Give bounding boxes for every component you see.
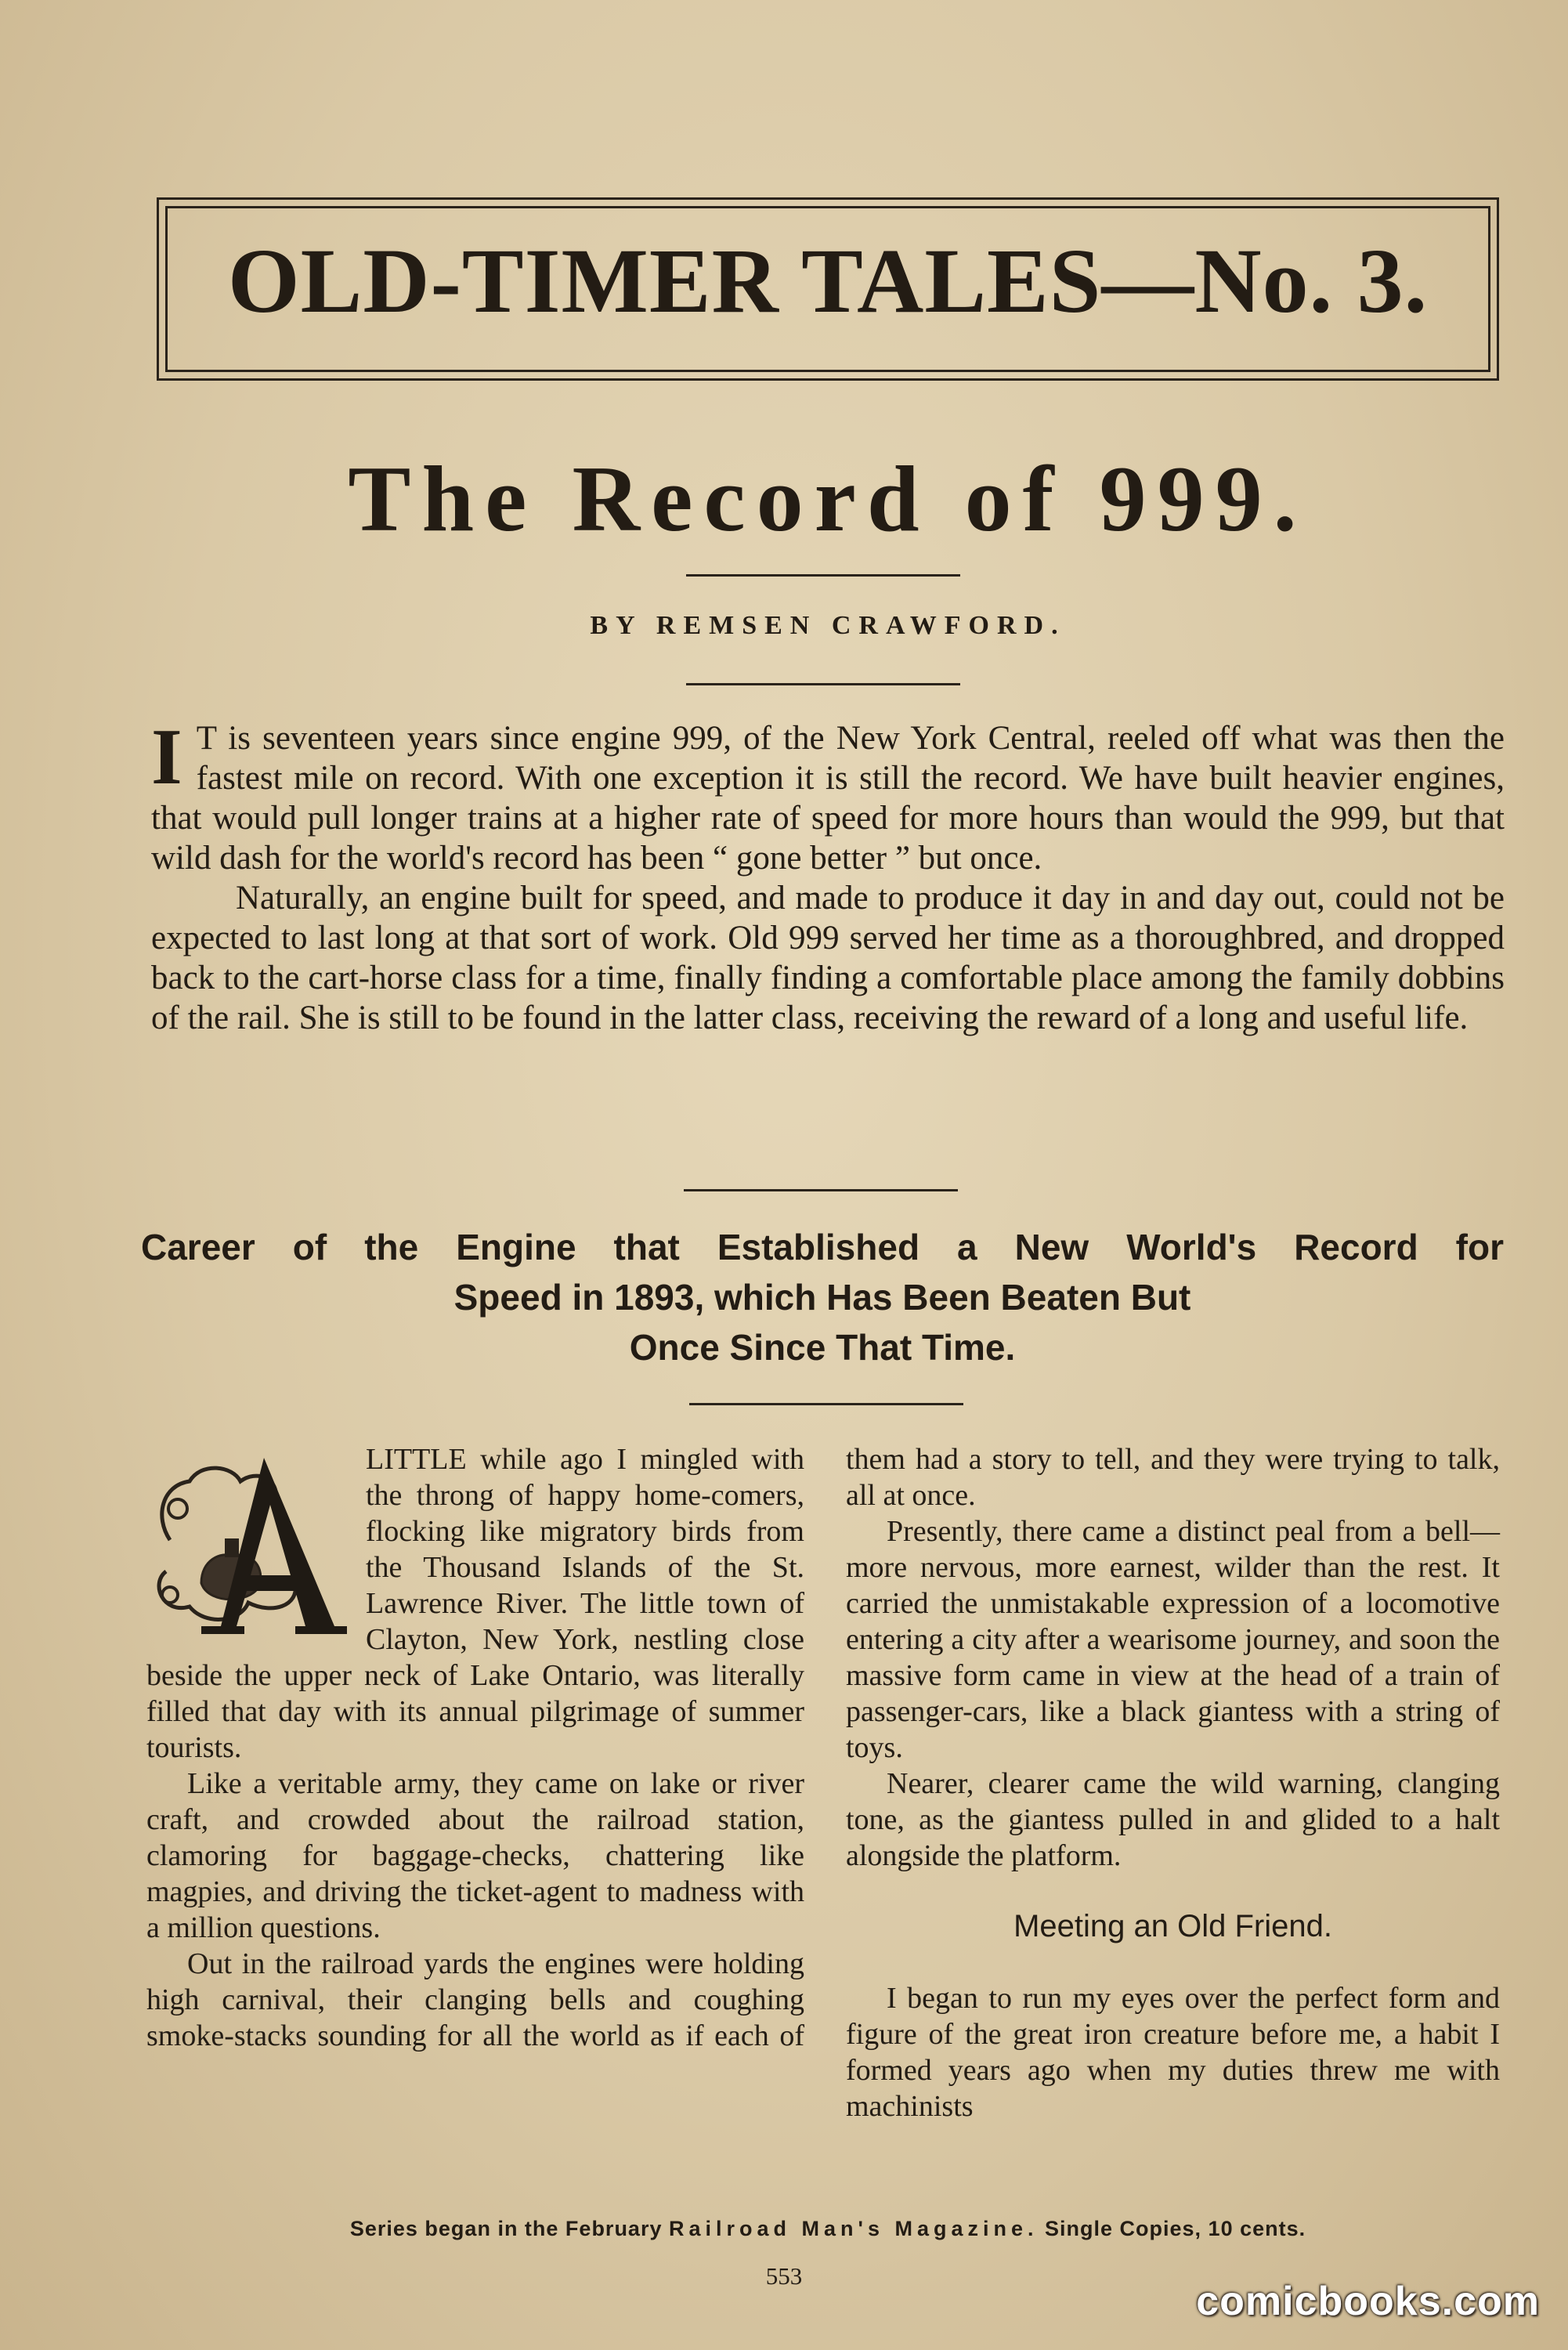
ornamental-a-icon [146, 1446, 349, 1636]
article-title: The Record of 999. [348, 446, 1308, 551]
intro-paragraph-2: Naturally, an engine built for speed, and made to produce it day in and day out, could not be expected to last long at that sort of work. Old 999 served her time as a thoroughbred, and dropped back to the cart-horse class for a time, finally finding a comfortable place among the family dobbins of the rail. She is still to be found in the latter class, receiving the reward of a long and useful life. [151, 880, 1505, 1036]
subheading-line-1: Career of the Engine that Established a New World's Record for [141, 1227, 1504, 1267]
right-paragraph-4: I began to run my eyes over the perfect form and figure of the great iron creature before me, a habit I formed years ago when my duties threw me with machinists [846, 1982, 1500, 2123]
left-paragraph-3: Out in the railroad yards the engines were holding high carnival, their clanging bells and coughing smoke-stacks sounding for all the world as if each of [146, 1947, 804, 2052]
ornamental-drop-cap-a [146, 1446, 349, 1636]
intro-rule [684, 1189, 958, 1191]
right-paragraph-3: Nearer, clearer came the wild warning, clanging tone, as the giantess pulled in and glided to a halt alongside the platform. [846, 1767, 1500, 1872]
intro-paragraph-1: T is seventeen years since engine 999, of the New York Central, reeled off what was then the fastest mile on record. With one exception it is still the record. We have built heavier engines, that would pull longer trains at a higher rate of speed for more hours than would the 999, but that wild dash for the world's record has been “ gone better ” but once. [151, 720, 1505, 877]
subheading-line-3: Once Since That Time. [629, 1327, 1016, 1368]
left-paragraph-1: LITTLE while ago I mingled with the throng of happy home-comers, flocking like migratory birds from the Thousand Islands of the St. Lawrence River. The little town of Clayton, New York, nestling close beside the upper neck of Lake Ontario, was literally filled that day with its annual pilgrimage of summer tourists. [146, 1443, 804, 1764]
right-paragraph-1: them had a story to tell, and they were trying to talk, all at once. [846, 1443, 1500, 1512]
drop-cap-i: I [151, 713, 182, 801]
byline: BY REMSEN CRAWFORD. [590, 611, 1066, 640]
right-column [846, 1441, 1500, 2124]
byline-rule [686, 683, 960, 685]
left-column [146, 1441, 804, 2054]
watermark: comicbooks.com [1196, 2279, 1540, 2324]
page-number: 553 [765, 2262, 803, 2290]
subheading-rule [689, 1403, 963, 1405]
right-paragraph-2: Presently, there came a distinct peal from a bell—more nervous, more earnest, wilder than the rest. It carried the unmistakable expression of a locomotive entering a city after a wearisome journey, and soon the massive form came in view at the head of a train of passenger-cars, like a black giantess with a string of toys. [846, 1515, 1500, 1764]
article-subheading [141, 1222, 1504, 1372]
series-footer-note [157, 2217, 1499, 2241]
footer-magazine-name: Railroad Man's Magazine. [669, 2217, 1039, 2240]
intro-section [151, 713, 1505, 1038]
footer-price: Single Copies, 10 cents. [1045, 2217, 1306, 2240]
series-title-box [157, 197, 1499, 381]
series-title: OLD-TIMER TALES—No. 3. [227, 230, 1429, 332]
footer-series-began: Series began in the February [349, 2217, 663, 2240]
section-heading: Meeting an Old Friend. [1013, 1909, 1332, 1943]
left-paragraph-2: Like a veritable army, they came on lake or river craft, and crowded about the railroad station, clamoring for baggage-checks, chattering like magpies, and driving the ticket-agent to madness with a million questions. [146, 1767, 804, 1944]
subheading-line-2: Speed in 1893, which Has Been Beaten But [453, 1277, 1191, 1318]
title-rule [686, 574, 960, 577]
